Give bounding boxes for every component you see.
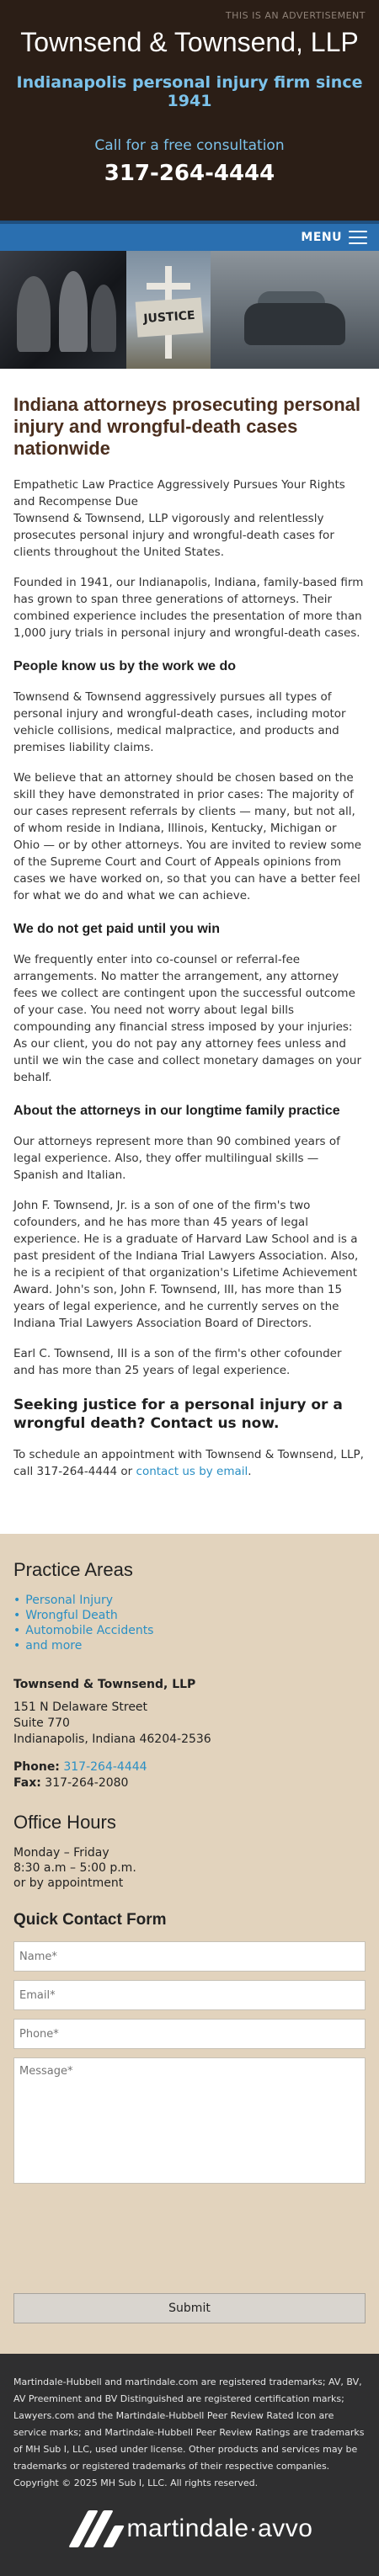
schedule-end: . — [248, 1465, 252, 1478]
address-block — [13, 1677, 366, 1791]
paragraph-experience: Our attorneys represent more than 90 combined years of legal experience. Also, they offer multilingual skills — Spanish and Italian. — [13, 1135, 340, 1182]
info-footer — [0, 1534, 379, 2354]
address-firm-name: Townsend & Townsend, LLP — [13, 1678, 196, 1691]
banner-image-car-crash — [211, 251, 379, 369]
schedule-text: To schedule an appointment with Townsend & Townsend, LLP, call 317-264-4444 or — [13, 1448, 364, 1478]
martindale-avvo-logo[interactable] — [13, 2510, 366, 2547]
banner-image-medical — [0, 251, 126, 369]
intro-line-1: Empathetic Law Practice Aggressively Pursues Your Rights and Recompense Due — [13, 478, 345, 508]
paragraph-cases: Townsend & Townsend aggressively pursues all types of personal injury and wrongful-death cases, including motor vehicle collisions, medical malpractice, and products and premises liability claims. — [13, 690, 346, 754]
tagline: Indianapolis personal injury firm since 1941 — [16, 73, 363, 110]
site-header — [0, 0, 379, 221]
fax-number: 317-264-2080 — [45, 1776, 129, 1790]
justice-sign: JUSTICE — [136, 297, 204, 337]
email-input[interactable] — [13, 1980, 366, 2010]
heading-contact: Seeking justice for a personal injury or a wrongful death? Contact us now. — [13, 1397, 343, 1432]
hours-appointment: or by appointment — [13, 1876, 124, 1890]
banner-image-justice — [126, 251, 211, 369]
hours-days: Monday – Friday — [13, 1846, 109, 1860]
hamburger-icon — [349, 231, 367, 244]
paragraph-founded: Founded in 1941, our Indianapolis, Indiana, family-based firm has grown to span three generations of attorneys. Their combined experience includes the presentation of more than 1,000 jury trials in personal injury and wrongful-death cases. — [13, 576, 364, 640]
quick-contact-form — [13, 1941, 366, 2323]
heading-work: People know us by the work we do — [13, 659, 237, 673]
practice-link-more[interactable]: and more — [25, 1639, 83, 1653]
practice-areas-heading: Practice Areas — [13, 1559, 133, 1580]
intro-line-2: Townsend & Townsend, LLP vigorously and relentlessly prosecutes personal injury and wrongful-death cases for clients throughout the United States. — [13, 512, 334, 559]
name-input[interactable] — [13, 1941, 366, 1972]
legal-text: Martindale-Hubbell and martindale.com are registered trademarks; AV, BV, AV Preeminent and BV Distinguished are registered certification marks; Lawyers.com and the Martindale-Hubbell Peer Review Rated Icon are service marks; and Martindale-Hubbell Peer Review Ratings are trademarks of MH Sub I, LLC, used under license. Other products and services may be trademarks or registered trademarks of their respective companies. Copyright © 2025 MH Sub I, LLC. All rights reserved. — [13, 2376, 365, 2488]
practice-link-auto-accidents[interactable]: Automobile Accidents — [25, 1624, 154, 1637]
legal-footer — [0, 2354, 379, 2576]
practice-item[interactable] — [13, 1638, 366, 1653]
address-phone-row — [13, 1759, 366, 1775]
menu-label: MENU — [301, 231, 342, 244]
address-city: Indianapolis, Indiana 46204-2536 — [13, 1732, 211, 1746]
office-hours-heading: Office Hours — [13, 1812, 116, 1833]
main-nav — [0, 221, 379, 251]
paragraph-fees: We frequently enter into co-counsel or referral-fee arrangements. No matter the arrangement, any attorney fees we collect are contingent upon the successful outcome of your case. You need not worry about legal bills compounding any financial stress imposed by your injuries: As our client, you do not pay any attorney fees unless and until we win the case and collect monetary damages on your behalf. — [13, 953, 362, 1084]
paragraph-earl: Earl C. Townsend, III is a son of the firm's other cofounder and has more than 25 years of legal experience. — [13, 1347, 342, 1377]
paragraph-john: John F. Townsend, Jr. is a son of one of the firm's two cofounders, and he has more than 45 years of legal experience. He is a graduate of Harvard Law School and is a past president of the Indiana Trial Lawyers Association. Also, he is a recipient of that organization's Lifetime Achievement Award. John's son, John F. Townsend, III, has more than 15 years of legal experience, and he currently serves on the Indiana Trial Lawyers Association Board of Directors. — [13, 1199, 359, 1330]
practice-link-personal-injury[interactable]: Personal Injury — [25, 1594, 114, 1607]
contact-email-link[interactable]: contact us by email — [136, 1465, 248, 1478]
intro-paragraph — [13, 476, 366, 561]
practice-areas-list — [13, 1593, 366, 1653]
contact-form-heading: Quick Contact Form — [13, 1911, 167, 1929]
practice-item[interactable] — [13, 1623, 366, 1638]
martindale-logo-icon — [67, 2510, 117, 2547]
main-content — [0, 394, 379, 1480]
heading-paid: We do not get paid until you win — [13, 922, 221, 936]
practice-item[interactable] — [13, 1593, 366, 1608]
practice-item[interactable] — [13, 1608, 366, 1623]
header-phone-link[interactable]: 317-264-4444 — [104, 161, 275, 186]
heading-about: About the attorneys in our longtime family practice — [13, 1104, 340, 1118]
hours-time: 8:30 a.m – 5:00 p.m. — [13, 1861, 136, 1875]
hero-banner — [0, 251, 379, 369]
page-title: Indiana attorneys prosecuting personal injury and wrongful-death cases nationwide — [13, 394, 360, 459]
phone-input[interactable] — [13, 2019, 366, 2049]
firm-name[interactable]: Townsend & Townsend, LLP — [20, 27, 359, 57]
logo-text: martindale·avvo — [126, 2515, 313, 2542]
footer-phone-link[interactable]: 317-264-4444 — [63, 1760, 147, 1774]
menu-button[interactable] — [301, 231, 367, 244]
office-hours — [13, 1812, 366, 1891]
practice-link-wrongful-death[interactable]: Wrongful Death — [25, 1609, 118, 1622]
paragraph-referrals: We believe that an attorney should be chosen based on the skill they have demonstrated in prior cases: The majority of our cases represent referrals by clients — many, but not all, of whom reside in Indiana, Illinois, Kentucky, Michigan or Ohio — or by other attorneys. You are invited to review some of the Supreme Court and Court of Appeals opinions from cases we have worked on, so that you can have a better feel for what we do and what we can achieve. — [13, 771, 362, 902]
address-suite: Suite 770 — [13, 1716, 70, 1730]
fax-label: Fax: — [13, 1776, 41, 1790]
paragraph-schedule — [13, 1446, 366, 1480]
consultation-cta: Call for a free consultation — [94, 137, 285, 154]
phone-label: Phone: — [13, 1760, 60, 1774]
address-street: 151 N Delaware Street — [13, 1700, 148, 1714]
submit-button[interactable]: Submit — [13, 2293, 366, 2323]
message-input[interactable] — [13, 2057, 366, 2184]
advertisement-notice: THIS IS AN ADVERTISEMENT — [225, 10, 366, 21]
address-fax-row — [13, 1775, 366, 1791]
